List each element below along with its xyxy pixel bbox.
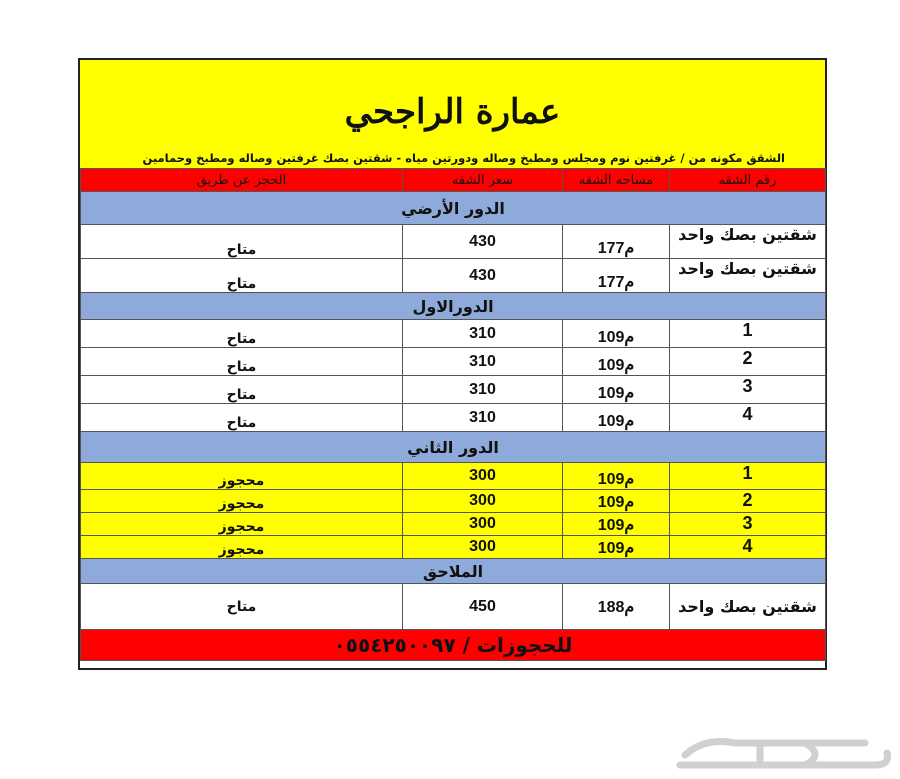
area-cell: 109م	[563, 348, 670, 376]
price-cell: 300	[403, 463, 563, 490]
table-row	[81, 376, 826, 404]
booking-phone: للحجوزات / ٠٥٥٤٢٥٠٠٩٧	[81, 630, 826, 661]
floor-name: الدورالاول	[81, 293, 826, 320]
table-row	[81, 584, 826, 630]
status-cell: متاح	[81, 348, 403, 376]
unit-cell: شقتين بصك واحد	[670, 225, 826, 259]
unit-cell: 4	[670, 404, 826, 432]
area-cell: 177م	[563, 259, 670, 293]
building-title: عمارة الراجحي	[344, 92, 561, 132]
table-row	[81, 513, 826, 536]
price-cell: 300	[403, 513, 563, 536]
area-cell: 109م	[563, 513, 670, 536]
unit-cell: شقتين بصك واحد	[670, 584, 826, 630]
table-row	[81, 320, 826, 348]
table-row	[81, 490, 826, 513]
haraj-watermark-logo	[665, 725, 895, 775]
price-cell: 450	[403, 584, 563, 630]
area-cell: 109م	[563, 536, 670, 559]
header-area: مساحه الشقه	[563, 169, 670, 192]
area-cell: 177م	[563, 225, 670, 259]
area-cell: 109م	[563, 490, 670, 513]
unit-cell: 1	[670, 320, 826, 348]
status-cell: محجوز	[81, 513, 403, 536]
status-cell: متاح	[81, 404, 403, 432]
status-cell: متاح	[81, 259, 403, 293]
price-cell: 300	[403, 536, 563, 559]
status-cell: متاح	[81, 584, 403, 630]
price-cell: 310	[403, 320, 563, 348]
status-cell: متاح	[81, 225, 403, 259]
header-price: سعر الشقه	[403, 169, 563, 192]
area-cell: 109م	[563, 320, 670, 348]
unit-cell: شقتين بصك واحد	[670, 259, 826, 293]
unit-cell: 2	[670, 348, 826, 376]
table-header-row	[81, 169, 826, 192]
area-cell: 109م	[563, 404, 670, 432]
area-cell: 188م	[563, 584, 670, 630]
area-cell: 109م	[563, 463, 670, 490]
status-cell: محجوز	[81, 463, 403, 490]
table-row	[81, 404, 826, 432]
title-band	[80, 60, 825, 148]
table-row	[81, 348, 826, 376]
price-cell: 310	[403, 404, 563, 432]
price-cell: 310	[403, 348, 563, 376]
area-cell: 109م	[563, 376, 670, 404]
status-cell: محجوز	[81, 536, 403, 559]
status-cell: محجوز	[81, 490, 403, 513]
status-cell: متاح	[81, 376, 403, 404]
apartments-description: الشقق مكونه من / غرفتين نوم ومجلس ومطبخ وصاله ودورتين مياه - شقتين بصك غرفتين وصاله ومطبخ وحمامين	[80, 148, 825, 168]
price-cell: 310	[403, 376, 563, 404]
table-row	[81, 259, 826, 293]
header-unit: رقم الشقه	[670, 169, 826, 192]
table-row	[81, 463, 826, 490]
table-row	[81, 225, 826, 259]
price-cell: 430	[403, 259, 563, 293]
unit-cell: 3	[670, 376, 826, 404]
status-cell: متاح	[81, 320, 403, 348]
floor-section-row	[81, 293, 826, 320]
unit-cell: 3	[670, 513, 826, 536]
price-cell: 300	[403, 490, 563, 513]
unit-cell: 2	[670, 490, 826, 513]
floor-section-row	[81, 559, 826, 584]
floor-section-row	[81, 192, 826, 225]
watermark-text: حراج	[778, 773, 782, 774]
unit-cell: 4	[670, 536, 826, 559]
unit-cell: 1	[670, 463, 826, 490]
header-booking: الحجز عن طريق	[81, 169, 403, 192]
floor-name: الدور الأرضي	[81, 192, 826, 225]
listing-sheet	[78, 58, 827, 670]
floor-name: الملاحق	[81, 559, 826, 584]
apartments-table	[80, 168, 826, 661]
floor-section-row	[81, 432, 826, 463]
booking-footer-row	[81, 630, 826, 661]
table-row	[81, 536, 826, 559]
floor-name: الدور الثاني	[81, 432, 826, 463]
price-cell: 430	[403, 225, 563, 259]
